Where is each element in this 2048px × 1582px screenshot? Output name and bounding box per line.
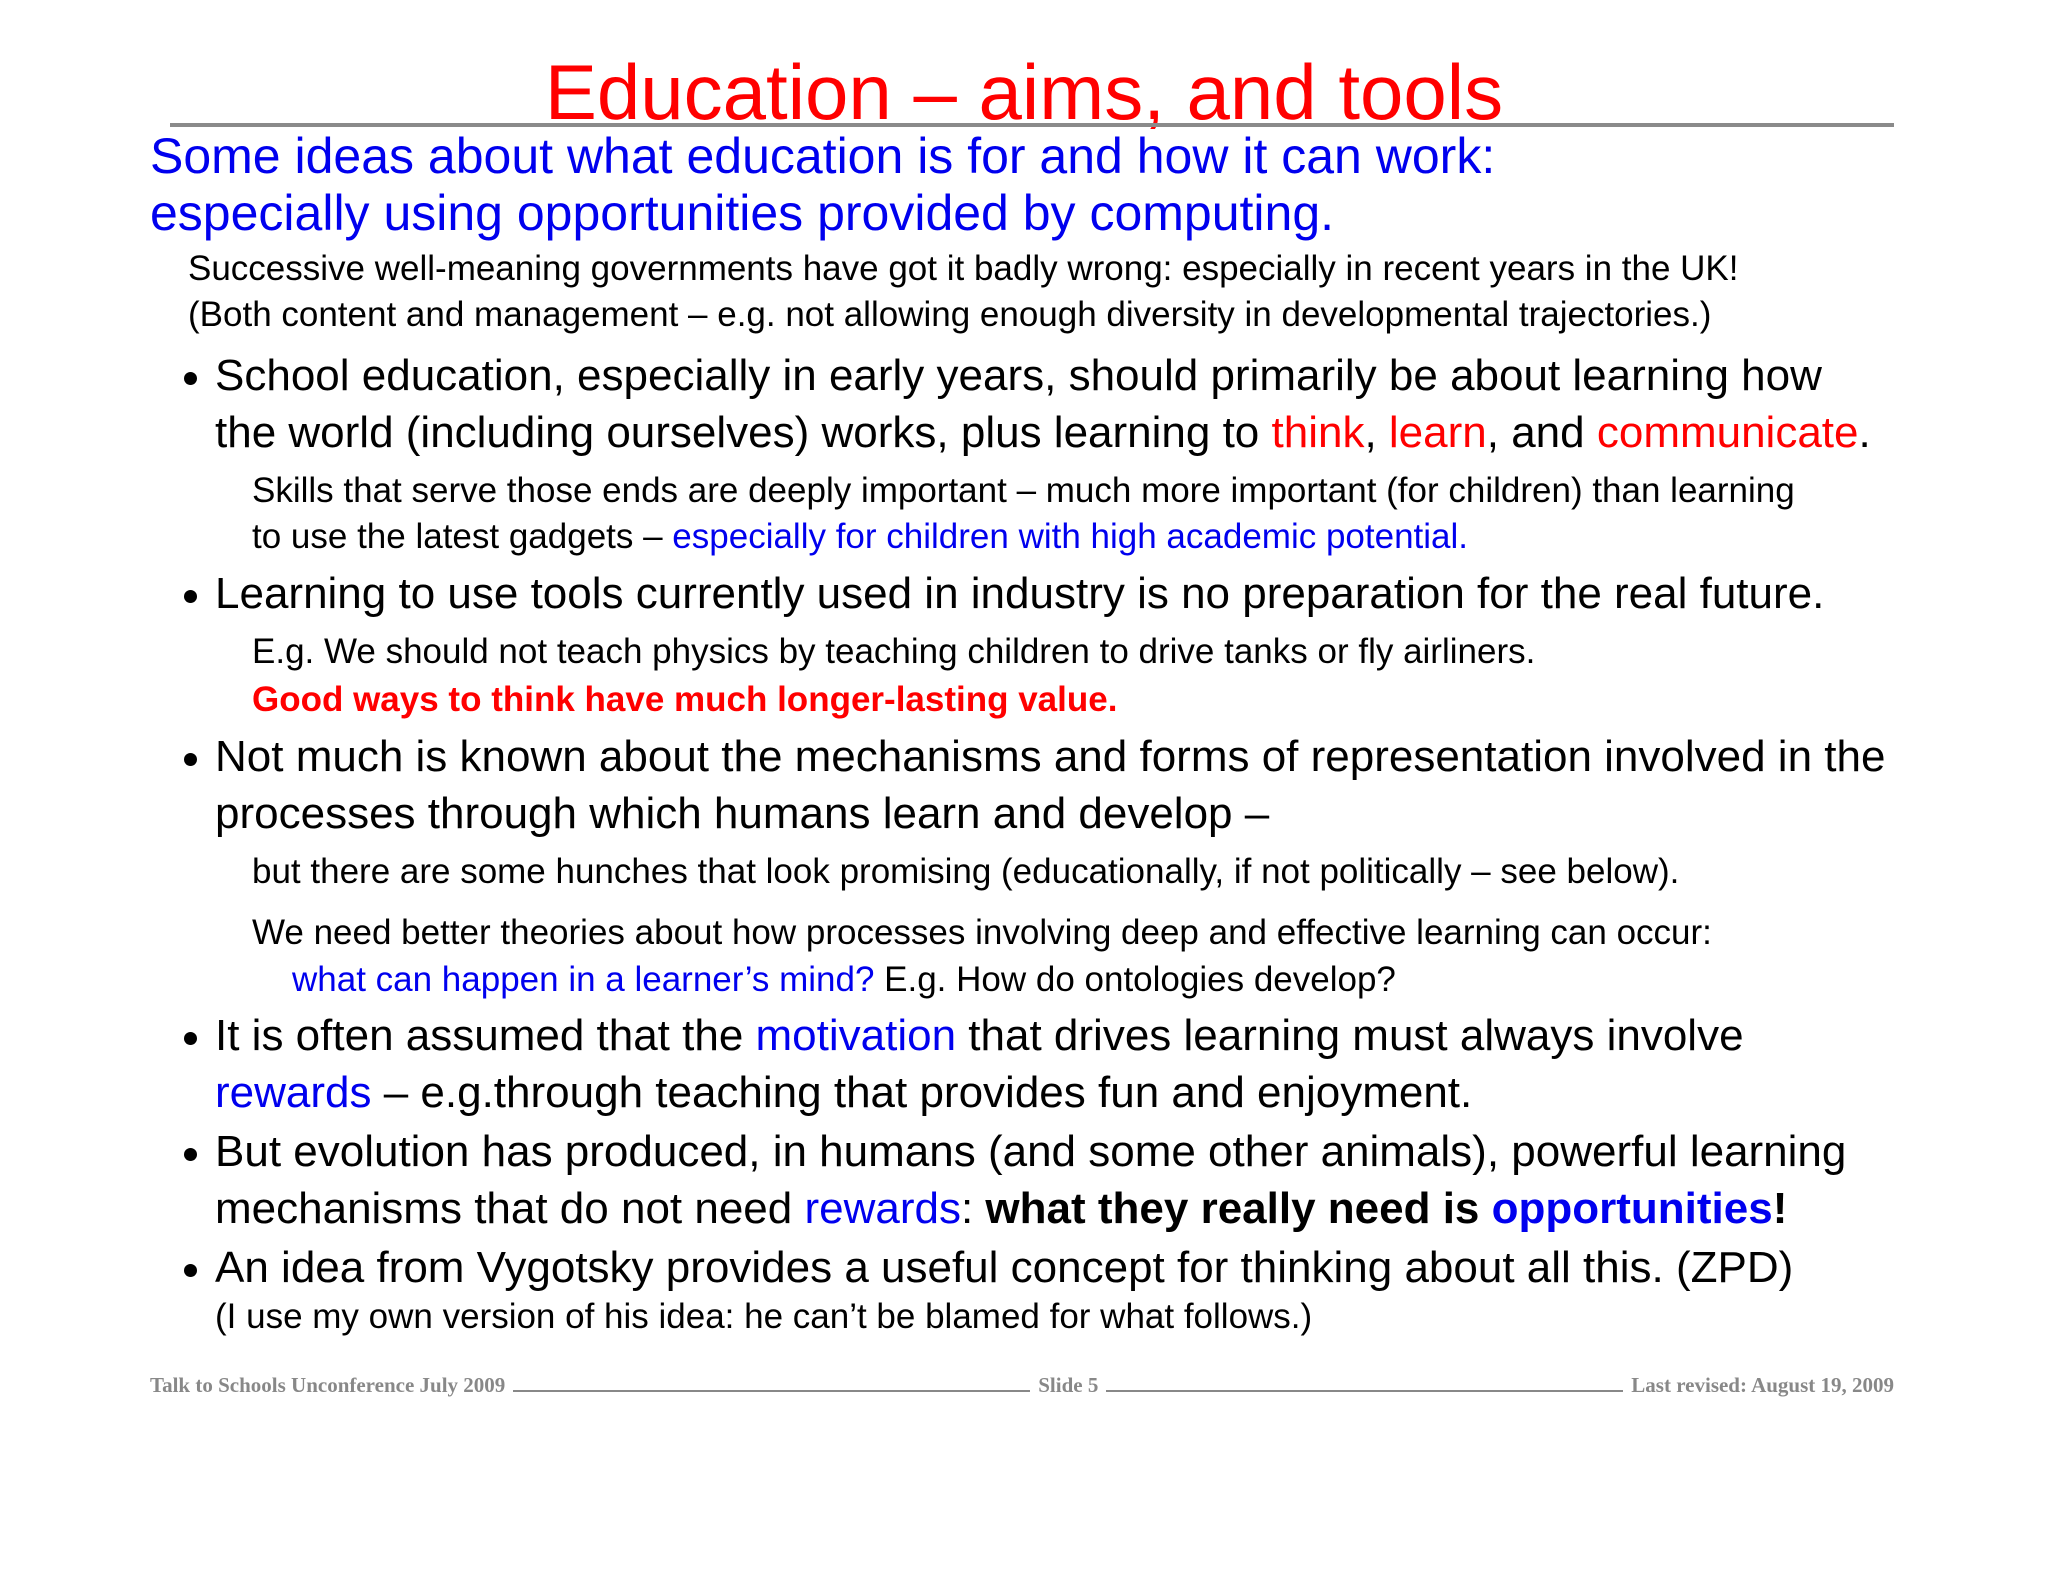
bullet-1-sub-1: Skills that serve those ends are deeply important – much more important (for children) than learning <box>252 471 1795 510</box>
footer-right: Last revised: August 19, 2009 <box>1631 1373 1895 1397</box>
footer-divider-left <box>513 1390 1030 1392</box>
rewards-word: rewards <box>215 1068 372 1117</box>
motivation-word: motivation <box>755 1011 957 1060</box>
bullet-dot-1 <box>184 372 197 385</box>
bullet-4-line-2 <box>215 1068 1472 1118</box>
subtitle-line-2: especially using opportunities provided by computing. <box>150 185 1335 241</box>
intro-line-1: Successive well-meaning governments have got it badly wrong: especially in recent years in the UK! <box>188 249 1739 288</box>
communicate-word: communicate <box>1596 408 1859 457</box>
comma: , <box>1364 408 1389 457</box>
bullet-6-sub-1: (I use my own version of his idea: he can’t be blamed for what follows.) <box>215 1297 1313 1336</box>
academic-potential-text: especially for children with high academic potential. <box>672 517 1468 556</box>
bullet-2-line-1: Learning to use tools currently used in industry is no preparation for the real future. <box>215 569 1825 618</box>
footer-center: Slide 5 <box>1038 1373 1099 1397</box>
slide-footer <box>150 1368 1894 1398</box>
mechanisms-text: mechanisms that do not need <box>215 1184 805 1233</box>
subtitle-line-1: Some ideas about what education is for and how it can work: <box>150 128 1496 184</box>
bullet-1-text: the world (including ourselves) works, plus learning to <box>215 408 1272 457</box>
colon: : <box>960 1184 986 1233</box>
assumed-text: It is often assumed that the <box>215 1011 756 1060</box>
really-need-text: what they really need is <box>985 1184 1492 1233</box>
and-text: , and <box>1486 408 1597 457</box>
drives-text: that drives learning must always involve <box>956 1011 1744 1060</box>
footer-left: Talk to Schools Unconference July 2009 <box>150 1373 506 1397</box>
period: . <box>1858 408 1871 457</box>
bullet-dot-4 <box>184 1032 197 1045</box>
bullet-dot-6 <box>184 1264 197 1277</box>
bullet-4-line-1 <box>215 1011 1744 1061</box>
bullet-3-sub-2: We need better theories about how processes involving deep and effective learning can occur: <box>252 913 1712 952</box>
bullet-6-line-1: An idea from Vygotsky provides a useful concept for thinking about all this. (ZPD) <box>215 1243 1794 1292</box>
exclamation: ! <box>1772 1184 1788 1233</box>
bullet-2-sub-2: Good ways to think have much longer-lasting value. <box>252 680 1118 719</box>
bullet-dot-3 <box>184 753 197 766</box>
bullet-3-line-2: processes through which humans learn and develop – <box>215 789 1270 838</box>
opportunities-word: opportunities <box>1491 1184 1773 1233</box>
bullet-3-line-1: Not much is known about the mechanisms and forms of representation involved in the <box>215 732 1886 781</box>
intro-line-2: (Both content and management – e.g. not allowing enough diversity in developmental trajectories.) <box>188 295 1712 334</box>
bullet-dot-5 <box>184 1148 197 1161</box>
gadgets-text: to use the latest gadgets – <box>252 517 673 556</box>
bullet-5-line-1: But evolution has produced, in humans (and some other animals), powerful learning <box>215 1127 1847 1176</box>
ontologies-text: E.g. How do ontologies develop? <box>874 960 1396 999</box>
bullet-3-sub-1: but there are some hunches that look promising (educationally, if not politically – see below). <box>252 852 1680 891</box>
bullet-5-line-2 <box>215 1184 1787 1234</box>
bullet-1-line-1: School education, especially in early years, should primarily be about learning how <box>215 351 1822 400</box>
fun-text: – e.g.through teaching that provides fun and enjoyment. <box>371 1068 1473 1117</box>
bullet-1-sub-2 <box>252 517 1468 557</box>
rewards-word-2: rewards <box>804 1184 961 1233</box>
slide-title: Education – aims, and tools <box>544 48 1504 136</box>
learners-mind-text: what can happen in a learner’s mind? <box>292 960 875 999</box>
bullet-3-sub-3 <box>292 960 1396 1000</box>
learn-word: learn <box>1388 408 1487 457</box>
bullet-2-sub-1: E.g. We should not teach physics by teaching children to drive tanks or fly airliners. <box>252 632 1536 671</box>
title-rule <box>170 123 1894 127</box>
footer-divider-right <box>1106 1390 1623 1392</box>
bullet-dot-2 <box>184 590 197 603</box>
think-word: think <box>1271 408 1365 457</box>
bullet-1-line-2 <box>215 408 1871 458</box>
